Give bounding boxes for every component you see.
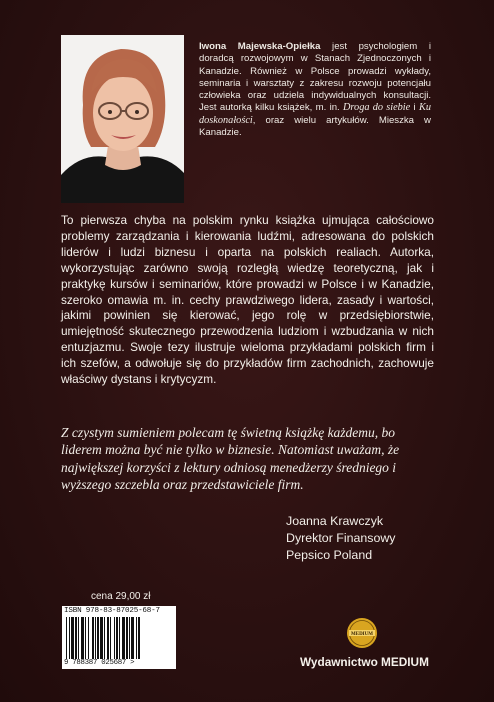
price-label: cena 29,00 zł — [91, 591, 151, 602]
barcode-digits: 9 788387 025687 > — [64, 659, 135, 667]
signature-name: Joanna Krawczyk — [286, 514, 384, 528]
recommendation-quote: Z czystym sumieniem polecam tę świetną książkę każdemu, bo liderem można być nie tylko w biznesie. Natomiast uważam, że największej korzyści z lektury odniosą menedżerzy średniego i wyższego szczebla oraz przedstawiciele firm. — [61, 425, 400, 493]
medium-logo-text: MEDIUM — [351, 632, 373, 637]
signature-company: Pepsico Poland — [286, 548, 373, 563]
isbn-barcode — [62, 606, 176, 669]
author-bio-text-3: , oraz wielu artykułów. Mieszka w Kanadzie. — [199, 114, 431, 139]
author-name: Iwona Majewska-Opiełka — [199, 41, 321, 52]
isbn-number: ISBN 978-83-87025-68-7 — [64, 607, 160, 615]
quote-signature — [286, 513, 446, 565]
author-book-title-2: Ku doskonałości — [199, 102, 431, 126]
author-bio-text-2: i — [410, 102, 419, 114]
signature-title: Dyrektor Finansowy — [286, 531, 396, 546]
barcode-bars — [66, 617, 172, 659]
book-description: To pierwsza chyba na polskim rynku książka ujmująca całościowo problemy zarządzania i kierowania ludźmi, adresowana do polskich liderów i ludzi biznesu i oparta na polskich realiach. Autorka, wykorzystując zarówno swoją rozległą wiedzę teoretyczną, jak i praktykę kursów i seminariów, które prowadzi w Polsce i w Kanadzie, szeroko omawia m. in. cechy prawdziwego lidera, zasady i wartości, jakimi powinien się kierować, jego rolę w przedsiębiorstwie, umiejętność skutecznego przewodzenia ludziom i wzbudzania w nich entuzjazmu. Swoje tezy ilustruje wieloma przykładami polskich firm i ich szefów, a odwołuje się do przykładów firm zachodnich, zachowuje właściwy dystans i krytycyzm. — [61, 213, 434, 387]
medium-logo-icon — [346, 617, 378, 649]
publisher-name: Wydawnictwo MEDIUM — [300, 655, 429, 669]
author-book-title-1: Droga do siebie — [343, 102, 411, 114]
author-bio-text-1: jest psychologiem i doradcą rozwojowym w Stanach Zjednoczonych i Kanadzie. Również w Polsce prowadzi wykłady, seminaria i warsztaty z zakresu rozwoju potencjału człowieka oraz udziela indywidualnych konsultacji. Jest autorką kilku książek, m. in. — [199, 41, 431, 114]
author-photo — [61, 35, 184, 203]
author-bio — [199, 41, 431, 139]
